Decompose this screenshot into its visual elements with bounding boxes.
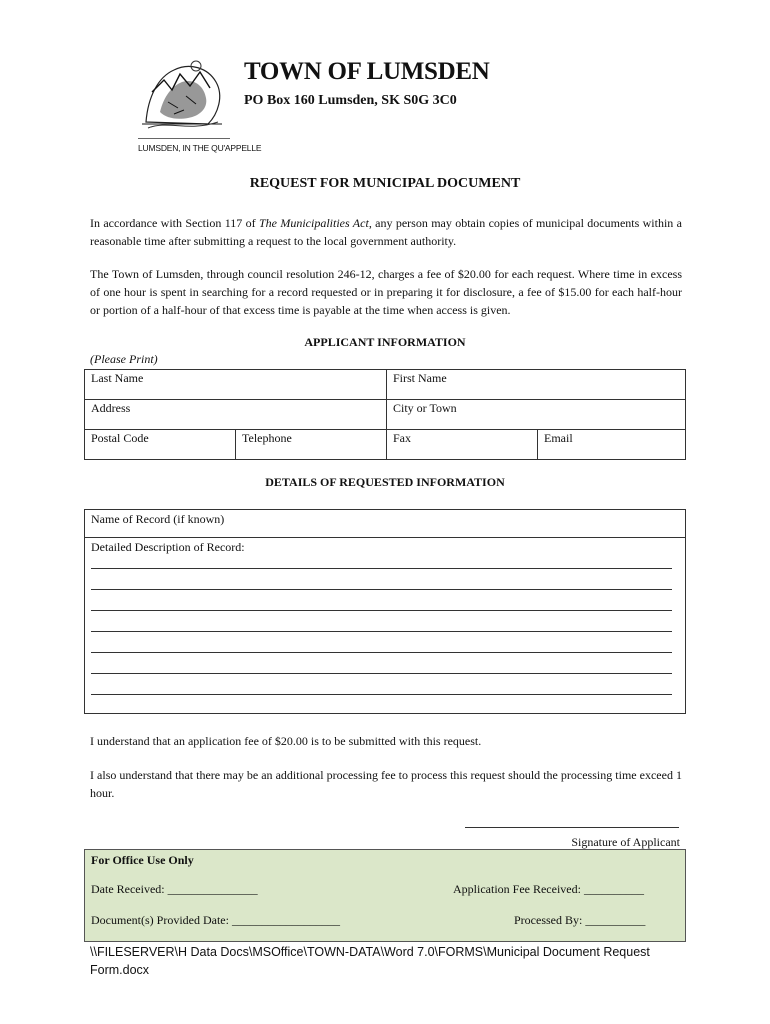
office-use-heading: For Office Use Only bbox=[91, 853, 194, 867]
please-print-note: (Please Print) bbox=[90, 352, 158, 366]
fee-received-field[interactable]: Application Fee Received: __________ bbox=[453, 882, 644, 896]
logo-rule bbox=[138, 138, 230, 139]
description-line[interactable] bbox=[91, 694, 672, 695]
office-use-box bbox=[84, 849, 686, 942]
city-field[interactable]: City or Town bbox=[387, 400, 686, 430]
signature-line[interactable] bbox=[465, 827, 679, 828]
town-address: PO Box 160 Lumsden, SK S0G 3C0 bbox=[244, 93, 457, 108]
applicant-table bbox=[84, 369, 686, 460]
fax-field[interactable]: Fax bbox=[387, 430, 538, 460]
last-name-field[interactable]: Last Name bbox=[85, 370, 387, 400]
address-field[interactable]: Address bbox=[85, 400, 387, 430]
description-line[interactable] bbox=[91, 652, 672, 653]
town-name: TOWN OF LUMSDEN bbox=[244, 58, 490, 85]
documents-provided-field[interactable]: Document(s) Provided Date: __________________ bbox=[91, 913, 340, 927]
first-name-field[interactable]: First Name bbox=[387, 370, 686, 400]
applicant-heading: APPLICANT INFORMATION bbox=[304, 335, 466, 349]
intro-paragraph-1: In accordance with Section 117 of The Municipalities Act, any person may obtain copies of municipal documents within a reasonable time after submitting a request to the local government authority. bbox=[90, 216, 682, 248]
telephone-field[interactable]: Telephone bbox=[236, 430, 387, 460]
description-line[interactable] bbox=[91, 568, 672, 569]
signature-label: Signature of Applicant bbox=[571, 835, 680, 849]
logo-caption: LUMSDEN, IN THE QU'APPELLE bbox=[138, 143, 262, 153]
fee-acknowledgement: I understand that an application fee of $20.00 is to be submitted with this request. bbox=[90, 734, 482, 748]
description-label: Detailed Description of Record: bbox=[91, 540, 245, 554]
intro-paragraph-2: The Town of Lumsden, through council resolution 246-12, charges a fee of $20.00 for each request. Where time in excess of one hour is spent in searching for a record requested or in preparing it for disclosure, a fee of $15.00 for each half-hour or portion of a half-hour of that excess time is payable at the time when access is given. bbox=[90, 267, 682, 317]
record-name-field[interactable]: Name of Record (if known) bbox=[85, 510, 685, 538]
postal-code-field[interactable]: Postal Code bbox=[85, 430, 236, 460]
processed-by-field[interactable]: Processed By: __________ bbox=[514, 913, 646, 927]
file-path-footer: \\FILESERVER\H Data Docs\MSOffice\TOWN-DATA\Word 7.0\FORMS\Municipal Document Request Form.docx bbox=[90, 945, 650, 977]
town-logo bbox=[138, 52, 226, 132]
description-line[interactable] bbox=[91, 673, 672, 674]
description-line[interactable] bbox=[91, 610, 672, 611]
date-received-field[interactable]: Date Received: _______________ bbox=[91, 882, 258, 896]
details-heading: DETAILS OF REQUESTED INFORMATION bbox=[265, 475, 505, 489]
details-box bbox=[84, 509, 686, 714]
description-line[interactable] bbox=[91, 589, 672, 590]
form-title: REQUEST FOR MUNICIPAL DOCUMENT bbox=[249, 176, 521, 191]
processing-acknowledgement: I also understand that there may be an additional processing fee to process this request should the processing time exceed 1 hour. bbox=[90, 768, 682, 800]
description-line[interactable] bbox=[91, 631, 672, 632]
email-field[interactable]: Email bbox=[538, 430, 686, 460]
